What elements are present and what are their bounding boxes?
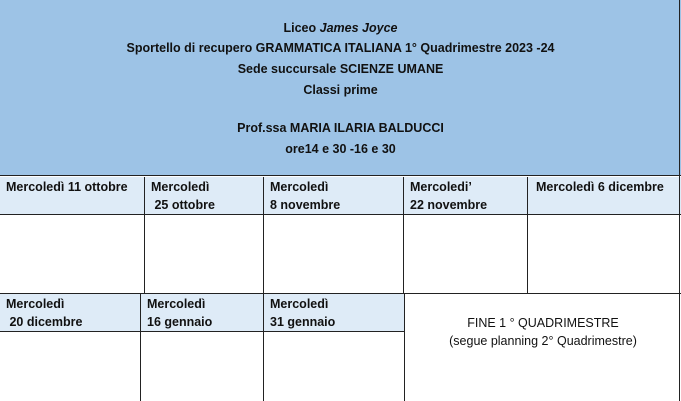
date-cell-6 xyxy=(0,294,140,331)
date-cell-8-line2: 31 gennaio xyxy=(270,315,336,329)
date-cell-4 xyxy=(404,177,527,214)
classes-line: Classi prime xyxy=(303,83,378,97)
grid-line xyxy=(404,294,405,401)
school-title xyxy=(0,20,681,36)
teacher-line: Prof.ssa MARIA ILARIA BALDUCCI xyxy=(237,121,444,135)
subtitle: Sportello di recupero GRAMMATICA ITALIANA 1° Quadrimestre 2023 -24 xyxy=(126,41,555,55)
date-cell-4-line2: 22 novembre xyxy=(410,198,488,212)
grid-line xyxy=(140,294,141,401)
date-cell-1 xyxy=(0,177,144,214)
school-name: James Joyce xyxy=(319,21,398,35)
date-cell-7 xyxy=(141,294,263,331)
end-note-line2: (segue planning 2° Quadrimestre) xyxy=(449,334,637,348)
date-cell-1-line1: Mercoledì 11 ottobre xyxy=(6,180,128,194)
date-cell-5-line1: Mercoledì 6 dicembre xyxy=(536,180,664,194)
date-cell-6-line1: Mercoledì xyxy=(6,297,65,311)
date-cell-7-line2: 16 gennaio xyxy=(147,315,213,329)
grid-line xyxy=(0,331,405,332)
date-cell-3-line1: Mercoledì xyxy=(270,180,329,194)
site-line: Sede succursale SCIENZE UMANE xyxy=(237,62,444,76)
date-cell-2-line1: Mercoledì xyxy=(151,180,210,194)
grid-line xyxy=(679,0,680,401)
grid-line xyxy=(263,177,264,401)
grid-line xyxy=(0,293,681,294)
end-note xyxy=(405,294,681,401)
hours-line: ore14 e 30 -16 e 30 xyxy=(285,142,396,156)
date-cell-8-line1: Mercoledì xyxy=(270,297,329,311)
grid-line xyxy=(0,214,681,215)
grid-line xyxy=(144,177,145,294)
grid-line xyxy=(527,177,528,294)
date-cell-2-line2: 25 ottobre xyxy=(151,198,215,212)
date-cell-3-line2: 8 novembre xyxy=(270,198,341,212)
grid-line xyxy=(403,177,404,294)
school-prefix: Liceo xyxy=(283,21,317,35)
date-cell-3 xyxy=(264,177,403,214)
date-cell-7-line1: Mercoledì xyxy=(147,297,206,311)
end-note-line1: FINE 1 ° QUADRIMESTRE xyxy=(467,316,619,330)
date-cell-8 xyxy=(264,294,404,331)
date-cell-5 xyxy=(528,177,681,214)
date-cell-4-line1: Mercoledi’ xyxy=(410,180,472,194)
date-cell-6-line2: 20 dicembre xyxy=(6,315,83,329)
date-cell-2 xyxy=(145,177,263,214)
header-banner xyxy=(0,0,681,176)
